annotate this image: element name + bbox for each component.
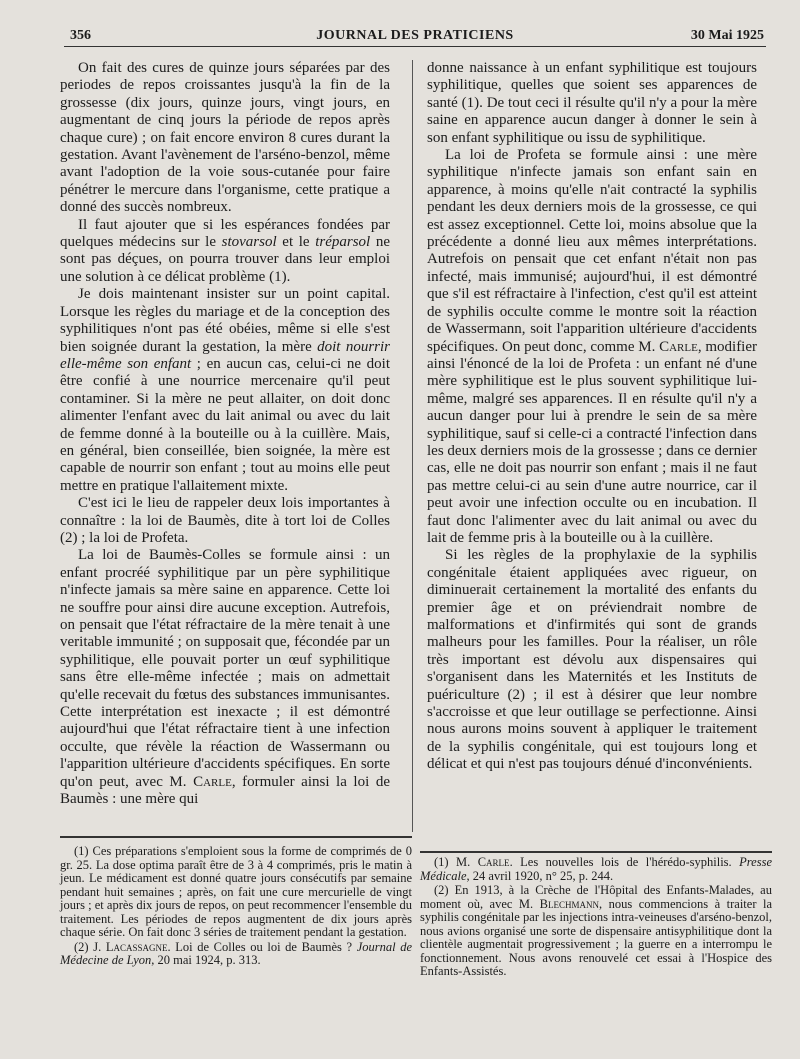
- italic-phrase: doit nourrir elle-même son enfant: [60, 338, 391, 372]
- paragraph: Si les règles de la prophylaxie de la syphilis congénitale étaient appliquées avec rigueur, on diminuerait certainement la mortalité des enfants du premier âge et on préviendrait nombre de malformations et d'infirmités qui sont de grands malheurs pour les familles. Pour la réaliser, un rôle très important est dévolu aux dispensaires qui s'organisent dans les Maternités et les Instituts de puériculture (2) ; il est à désirer que leur nombre s'accroisse et que leur outillage se perfectionne. Ainsi nous aurons moins souvent à appliquer le traitement de la syphilis congénitale, qui est toujours long et délicat et qui n'est pas toujours dénué d'inconvénients.: [427, 547, 757, 773]
- text-run: La loi de Profeta se formule ainsi : une mère syphilitique n'infecte jamais son enfant sain en apparence, à moins qu'elle n'ait contracté la syphilis pendant les deux derniers mois de la grossesse, ce qui est assez exceptionnel. Cette loi, moins absolue que la précédente a donné lieu aux mêmes interprétations. Autrefois on pensait que cet enfant n'était non pas infecté, mais immunisé; aujourd'hui, il est démontré que s'il est réfractaire à l'infection, c'est qu'il est atteint de syphilis occulte comme le montre soit la réaction de Wassermann, soit l'apparition ultérieure d'accidents spécifiques. On peut donc, comme M.: [427, 147, 757, 355]
- issue-date: 30 Mai 1925: [690, 28, 764, 43]
- text-run: ; en aucun cas, celui-ci ne doit être confié à une nourrice mercenaire qu'il peut contaminer. Si la mère ne peut allaiter, on doit donc alimenter l'enfant avec du lait animal ou avec du lait de femme donné à la bouteille ou à la cuillère. Mais, en général, bien conseillée, bien soignée, la mère est capable de nourrir son enfant ; tout au moins elle peut mettre en pratique l'allaitement mixte.: [60, 355, 390, 494]
- paragraph: donne naissance à un enfant syphilitique est toujours syphilitique, quelles que soient ses apparences de santé (1). De tout ceci il résulte qu'il n'y a pour la mère saine en apparence aucun danger à donner le sein à son enfant syphilitique ou issu de syphilitique.: [427, 60, 757, 146]
- journal-title: JOURNAL DES PRATICIENS: [316, 28, 514, 43]
- page-number: 356: [70, 28, 91, 43]
- text-run: , modifier ainsi l'énoncé de la loi de Profeta : un enfant né d'une mère syphilitique est le plus souvent syphilitique lui-même, malgré ses apparences. Il en résulte qu'il n'y a aucun danger pour lui à prendre le sein de sa mère syphilitique, sauf si celle-ci a contracté l'infection dans les deux derniers mois de la grossesse ; dans ce dernier cas, elle ne doit pas nourrir son enfant ; mais il ne faut pas mettre celui-ci au sein d'une autre nourrice, car il peut avoir une infection occulte ou en incubation. Il faut donc l'alimenter avec du lait animal ou avec du lait de femme pris à la bouteille ou à la cuillère.: [427, 338, 758, 546]
- text-run: . Loi de Colles ou loi de Baumès ?: [167, 939, 357, 954]
- paragraph: [60, 547, 390, 808]
- text-run: , 20 mai 1924, p. 313.: [151, 953, 261, 967]
- italic-term: tréparsol: [315, 234, 371, 251]
- footnote: (1) Ces préparations s'emploient sous la forme de comprimés de 0 gr. 25. La dose optima paraît être de 3 à 4 comprimés, pris le matin à jeun. Le médicament est donné quatre jours consécutifs par semaine pendant huit semaines ; après, on fait une cure mercurielle de vingt jours ; et après dix jours de repos, on peut recommencer l'ensemble du traitement. Les périodes de repos augmentent de dix jours après chaque série. On fait donc 3 séries de traitement pendant la gestation.: [60, 844, 412, 939]
- paragraph: [427, 147, 757, 547]
- text-run: , nous commencions à traiter la syphilis congénitale par les injections intra-veineuses d'arséno-benzol, nous avions organisé une sorte de dispensaire antisyphilitique dont la clientèle augmentait progressivement ; la guerre en a interrompu le fonctionnement. Nous avons renouvelé cet essai à l'Hospice des Enfants-Assistés.: [420, 896, 772, 978]
- text-run: . Les nouvelles lois de l'hérédo-syphilis.: [509, 855, 740, 869]
- footnote-rule: [60, 836, 412, 838]
- right-column: [427, 60, 757, 774]
- italic-term: stovarsol: [221, 234, 277, 251]
- paragraph: C'est ici le lieu de rappeler deux lois importantes à connaître : la loi de Baumès, dite à tort loi de Colles (2) ; la loi de Profeta.: [60, 495, 390, 546]
- footnote: [420, 884, 772, 979]
- paragraph: On fait des cures de quinze jours séparées par des periodes de repos croissantes jusqu'à la fin de la grossesse (dix jours, quinze jours, vingt jours, en augmentant de cinq jours la période de repos après chaque cure) ; on fait encore environ 8 cures durant la gestation. Avant l'avènement de l'arséno-benzol, même avant l'adoption de la voie sous-cutanée pour faire pénétrer le mercure dans l'organisme, cette pratique a donné des succès nombreux.: [60, 60, 390, 216]
- author-name: Carle: [193, 773, 232, 790]
- text-run: (2) J.: [74, 939, 106, 954]
- journal-name: Presse Médicale: [420, 855, 772, 883]
- footnotes-right: [420, 856, 772, 980]
- text-run: , 24 avril 1920, n° 25, p. 244.: [466, 868, 614, 883]
- text-run: (2) En 1913, à la Crèche de l'Hôpital des Enfants-Malades, au moment où, avec M.: [420, 883, 772, 911]
- left-column: [60, 60, 390, 808]
- text-run: La loi de Baumès-Colles se formule ainsi : un enfant procréé syphilitique par un père syphilitique n'infecte jamais sa mère saine en apparence. Cette loi ne souffre pour ainsi dire aucune exception. Autrefois, on pensait que l'état réfractaire de la mère tenait à une veritable immunité ; on supposait que, fécondée par un syphilitique, elle pouvait porter un œuf syphilitique sans être elle-même infectée ; mais on admettait qu'elle recevait du fœtus des substances immunisantes. Cette interprétation est inexacte ; il est démontré aujourd'hui que l'état réfractaire tient à une infection occulte, que révèle la réaction de Wassermann ou l'apparition ultérieure d'accidents spécifiques. En sorte qu'on peut, avec M.: [60, 547, 390, 790]
- text-run: ne sont pas déçues, on pourra trouver dans leur emploi une solution à ce délicat problème (1).: [60, 234, 390, 285]
- column-divider: [412, 60, 413, 832]
- text-run: (1) M.: [434, 855, 478, 869]
- footnote: [60, 941, 412, 968]
- journal-name: Journal de Médecine de Lyon: [60, 939, 412, 967]
- text-run: , formuler ainsi la loi de Baumès : une mère qui: [60, 773, 390, 808]
- text-run: Je dois maintenant insister sur un point capital. Lorsque les règles du mariage et de la conception des syphilitiques n'ont pas été obéies, même si elle s'est bien soignée durant la gestation, la mère: [60, 286, 390, 355]
- paragraph: [60, 217, 390, 287]
- footnote: [420, 856, 772, 883]
- author-name: Carle: [477, 855, 510, 869]
- text-run: Il faut ajouter que si les espérances fondées par quelques médecins sur le: [60, 216, 390, 251]
- author-name: Lacassagne: [105, 939, 168, 954]
- author-name: Blechmann: [539, 896, 599, 911]
- text-run: et le: [276, 234, 316, 251]
- page-header: [64, 26, 766, 47]
- paragraph: [60, 286, 390, 495]
- footnotes-left: [60, 845, 412, 969]
- author-name: Carle: [659, 338, 698, 355]
- footnote-rule: [420, 851, 772, 853]
